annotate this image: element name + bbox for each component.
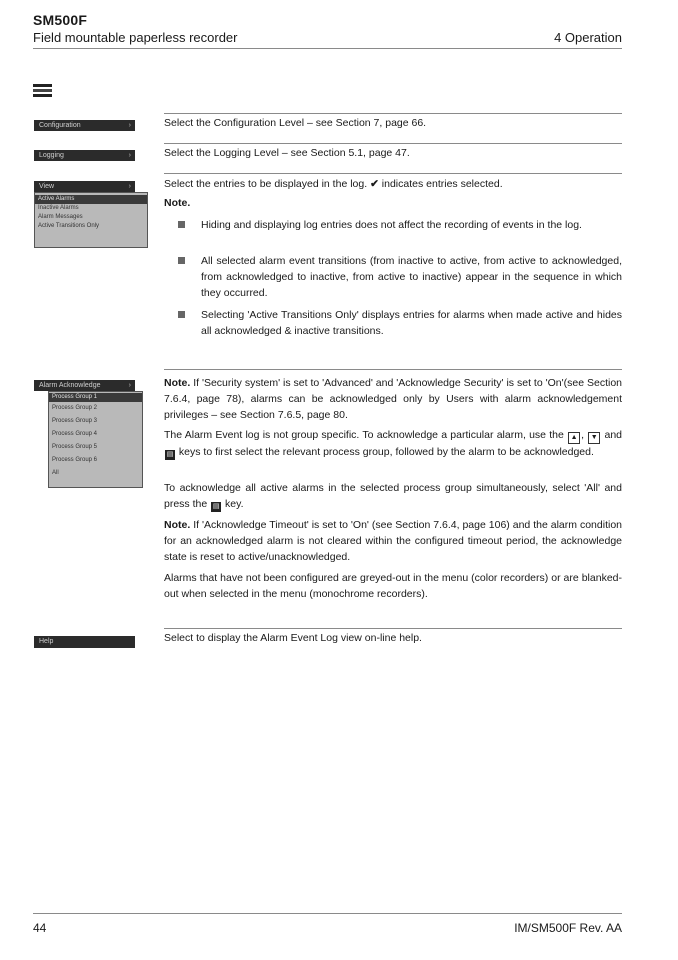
enter-key-icon: ▤ [212, 503, 220, 510]
row-rule [164, 369, 622, 370]
view-option-alarm-messages[interactable]: Alarm Messages [38, 214, 83, 220]
chevron-right-icon: › [128, 183, 131, 190]
view-note-bullet: Selecting 'Active Transitions Only' displays entries for alarms when made active and hides all acknowledged & inactive transitions. [201, 309, 622, 337]
section-title: 4 Operation [554, 30, 622, 45]
enter-key-icon: ▤ [166, 451, 174, 458]
row-rule [164, 628, 622, 629]
process-group-panel [48, 391, 143, 488]
view-note-label: Note. [164, 197, 191, 209]
alarm-log-paragraph: The Alarm Event log is not group specific. To acknowledge a particular alarm, use the ▲ , ▼ and ▤ keys to first select the relevant process group, followed by the alarm to be acknowledged. [164, 429, 623, 458]
row-rule [164, 173, 622, 174]
view-note-bullet: All selected alarm event transitions (from inactive to active, from active to acknowledged, from acknowledged to inactive, from active to inactive) appear in the sequence in which they occurred. [201, 255, 622, 299]
logging-description: Select the Logging Level – see Section 5.1, page 47. [164, 147, 410, 159]
view-button[interactable]: View › [34, 181, 135, 192]
view-option-inactive-alarms[interactable]: Inactive Alarms [38, 205, 79, 211]
help-button[interactable]: Help [34, 636, 135, 648]
process-group-option[interactable]: Process Group 4 [52, 431, 98, 437]
bullet-icon [178, 311, 185, 318]
view-option-active-alarms[interactable]: Active Alarms [35, 195, 147, 204]
chevron-right-icon: › [128, 382, 131, 389]
chevron-right-icon: › [128, 122, 131, 129]
chevron-right-icon: › [128, 152, 131, 159]
logging-button[interactable]: Logging › [34, 150, 135, 161]
acknowledge-all-paragraph: To acknowledge all active alarms in the selected process group simultaneously, select 'All' and press the ▤ key. [164, 482, 622, 510]
page-number: 44 [33, 921, 47, 935]
help-description: Select to display the Alarm Event Log view on-line help. [164, 632, 422, 644]
unconfigured-alarms-paragraph: Alarms that have not been configured are greyed-out in the menu (color recorders) or are blanked-out when selected in the menu (monochrome recorders). [164, 572, 622, 600]
footer-rule [33, 913, 622, 914]
acknowledge-timeout-note: Note. If 'Acknowledge Timeout' is set to 'On' (see Section 7.6.4, page 106) and the alarm condition for an acknowledged alarm is not cleared within the configured timeout period, the acknowledge state is reset to active/unacknowledged. [164, 519, 622, 563]
up-key-icon: ▲ [568, 432, 580, 444]
view-option-active-transitions[interactable]: Active Transitions Only [38, 223, 100, 229]
row-rule [164, 143, 622, 144]
header-rule [33, 48, 622, 49]
down-key-icon: ▼ [588, 432, 600, 444]
row-rule [164, 113, 622, 114]
configuration-description: Select the Configuration Level – see Section 7, page 66. [164, 117, 427, 129]
process-group-option-all[interactable]: All [52, 470, 59, 476]
acknowledge-security-note: Note. If 'Security system' is set to 'Advanced' and 'Acknowledge Security' is set to 'On'(see Section 7.6.4, page 78), alarms can be acknowledged only by Users with alarm acknowledgement privileges – see Section 7.6.5, page 80. [164, 377, 622, 421]
view-description: Select the entries to be displayed in the log. ✔ indicates entries selected. [164, 178, 503, 190]
process-group-option[interactable]: Process Group 5 [52, 444, 98, 450]
process-group-option[interactable]: Process Group 1 [49, 393, 142, 402]
checkmark-icon: ✔ [370, 178, 379, 190]
alarm-acknowledge-button[interactable]: Alarm Acknowledge › [34, 380, 135, 391]
view-note-bullet: Hiding and displaying log entries does not affect the recording of events in the log. [201, 219, 582, 231]
alarm-event-log-icon [33, 84, 52, 100]
process-group-option[interactable]: Process Group 6 [52, 457, 98, 463]
configuration-button[interactable]: Configuration › [34, 120, 135, 131]
document-subtitle: Field mountable paperless recorder [33, 30, 238, 45]
document-id: IM/SM500F Rev. AA [514, 921, 622, 935]
document-title: SM500F [33, 12, 88, 28]
process-group-option[interactable]: Process Group 2 [52, 405, 98, 411]
bullet-icon [178, 257, 185, 264]
view-options-panel [34, 192, 148, 248]
bullet-icon [178, 221, 185, 228]
process-group-option[interactable]: Process Group 3 [52, 418, 98, 424]
